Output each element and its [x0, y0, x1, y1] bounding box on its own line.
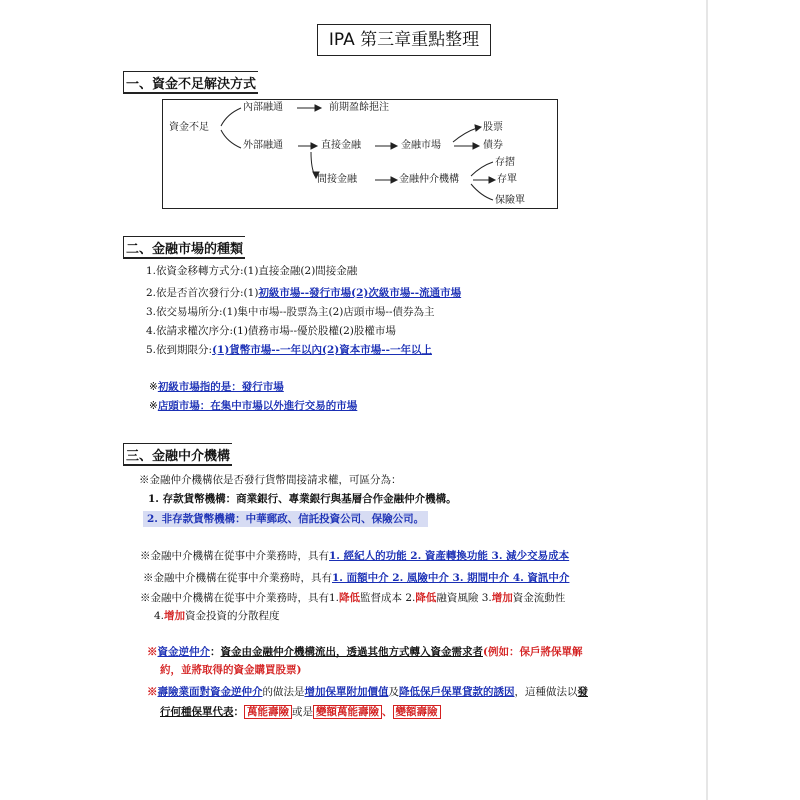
node-external-financing: 外部融通: [243, 140, 283, 151]
node-financial-intermediary: 金融仲介機構: [399, 174, 459, 185]
disintermediation-example-cont: [160, 663, 301, 677]
node-certificate-of-deposit: 存單: [497, 174, 517, 185]
section-3-heading: 三、金融中介機構: [123, 443, 232, 466]
section-1-heading: 一、資金不足解決方式: [123, 71, 258, 94]
arrowhead-2: [311, 143, 317, 149]
arrowhead-4: [391, 143, 397, 149]
arrowhead-5: [475, 125, 481, 131]
item-highlight: (1)貨幣市場--一年以內(2)資本市場--一年以上: [212, 344, 432, 356]
node-bond: 債券: [483, 140, 503, 151]
arrowhead-7: [391, 177, 397, 183]
highlight: 降低保戶保單貸款的誘因: [399, 686, 515, 698]
function-highlight: 1. 面額中介 2. 風險中介 3. 期間中介 4. 資訊中介: [332, 572, 570, 584]
red-keyword: 降低: [339, 592, 361, 604]
item-text: 3.依交易場所分:(1)集中市場--股票為主(2)店頭市場--債券為主: [146, 306, 435, 318]
connector-deposit: [471, 162, 493, 176]
note-mark: ※: [147, 686, 158, 698]
text: 的做法是: [262, 686, 305, 698]
red-keyword: 降低: [415, 592, 437, 604]
function-text: ※金融中介機構在從事中介業務時，具有1.: [140, 592, 340, 604]
node-stock: 股票: [483, 122, 503, 133]
highlight: 增加保單附加價值: [304, 686, 389, 698]
connector-root-internal: [221, 108, 241, 126]
flow-connectors: [163, 100, 557, 208]
note-text: 初級市場指的是：發行市場: [157, 381, 284, 393]
policy-variable-life: 變額壽險: [393, 705, 441, 719]
connector-insurance: [471, 184, 493, 200]
red-keyword: 增加: [491, 592, 513, 604]
insurance-response-line-1: [147, 685, 588, 699]
market-type-item-5: [146, 343, 432, 357]
function-text: ※金融中介機構在從事中介業務時，具有: [143, 572, 332, 584]
arrowhead-1: [315, 105, 321, 111]
text: 、: [382, 706, 393, 718]
note-mark: ※: [149, 400, 158, 412]
note-otc-market: [149, 399, 357, 413]
market-type-item-1: [146, 264, 357, 278]
item-text: 4.依請求權次序分:(1)債務市場--優於股權(2)股權市場: [146, 325, 396, 337]
connector-market-stock: [453, 128, 477, 142]
function-text: 融資風險 3.: [436, 592, 492, 604]
text: ：: [233, 706, 244, 718]
non-deposit-institution-line: 2. 非存款貨幣機構：中華郵政、信託投資公司、保險公司。: [143, 511, 428, 527]
colon: ：: [210, 646, 221, 658]
function-text: 4.: [154, 610, 165, 622]
function-highlight: 1. 經紀人的功能 2. 資產轉換功能 3. 減少交易成本: [329, 550, 570, 562]
item-text: 5.依到期限分:: [146, 344, 213, 356]
section-2-heading: 二、金融市場的種類: [123, 236, 245, 259]
text: 及: [388, 686, 399, 698]
note-primary-market: [149, 380, 284, 394]
note-mark: ※: [149, 381, 158, 393]
node-indirect-finance: 間接金融: [317, 174, 357, 185]
deposit-institution-line: 1. 存款貨幣機構：商業銀行、專業銀行與基層合作金融仲介機構。: [148, 493, 457, 505]
arrowhead-8: [489, 177, 495, 183]
text: 發: [577, 686, 588, 698]
node-retained-earnings: 前期盈餘挹注: [329, 102, 389, 113]
insurance-response-line-2: [160, 705, 441, 719]
policy-universal-life: 萬能壽險: [244, 705, 292, 719]
item-highlight: 初級市場--發行市場(2)次級市場--流通市場: [258, 287, 462, 299]
intermediary-function-3: [140, 591, 565, 605]
node-financial-market: 金融市場: [401, 140, 441, 151]
text: ，這種做法以: [514, 686, 578, 698]
intermediary-intro: ※金融仲介機構依是否發行貨幣間接請求權，可區分為：: [139, 474, 402, 486]
node-direct-finance: 直接金融: [321, 140, 361, 151]
node-passbook: 存摺: [495, 157, 515, 168]
connector-root-external: [221, 130, 241, 148]
red-keyword: 增加: [164, 610, 186, 622]
example-text: 約，並將取得的資金購買股票): [160, 664, 302, 676]
definition-text: 資金由金融仲介機構流出，透過其他方式轉入資金需求者: [220, 646, 483, 658]
note-mark: ※: [147, 646, 158, 658]
arrowhead-6: [473, 143, 479, 149]
function-text: ※金融中介機構在從事中介業務時，具有: [140, 550, 329, 562]
disintermediation-definition: [147, 645, 582, 659]
term: 資金逆仲介: [157, 646, 210, 658]
intermediary-function-2: [143, 571, 569, 585]
funding-flow-diagram: [162, 99, 558, 209]
item-text: 2.依是否首次發行分:(1): [146, 287, 259, 299]
page-title: IPA 第三章重點整理: [317, 24, 491, 56]
node-insurance-policy: 保險單: [495, 195, 525, 206]
policy-variable-universal-life: 變額萬能壽險: [313, 705, 382, 719]
node-funding-shortage: 資金不足: [169, 122, 209, 133]
intermediary-function-1: [140, 549, 569, 563]
page-edge: [706, 0, 708, 800]
market-type-item-4: [146, 324, 396, 338]
example-text: (例如：保戶將保單解: [483, 646, 583, 658]
market-type-item-3: [146, 305, 435, 319]
node-internal-financing: 內部融通: [243, 102, 283, 113]
text: 行何種保單代表: [160, 706, 234, 718]
note-text: 店頭市場：在集中市場以外進行交易的市場: [157, 400, 358, 412]
intermediary-function-3b: [154, 609, 280, 623]
market-type-item-2: [146, 286, 461, 300]
item-text: 1.依資金移轉方式分:(1)直接金融(2)間接金融: [146, 265, 358, 277]
text: 或是: [292, 706, 313, 718]
function-text: 資金流動性: [512, 592, 566, 604]
term: 壽險業面對資金逆仲介: [157, 686, 263, 698]
function-text: 監督成本 2.: [360, 592, 416, 604]
function-text: 資金投資的分散程度: [185, 610, 280, 622]
